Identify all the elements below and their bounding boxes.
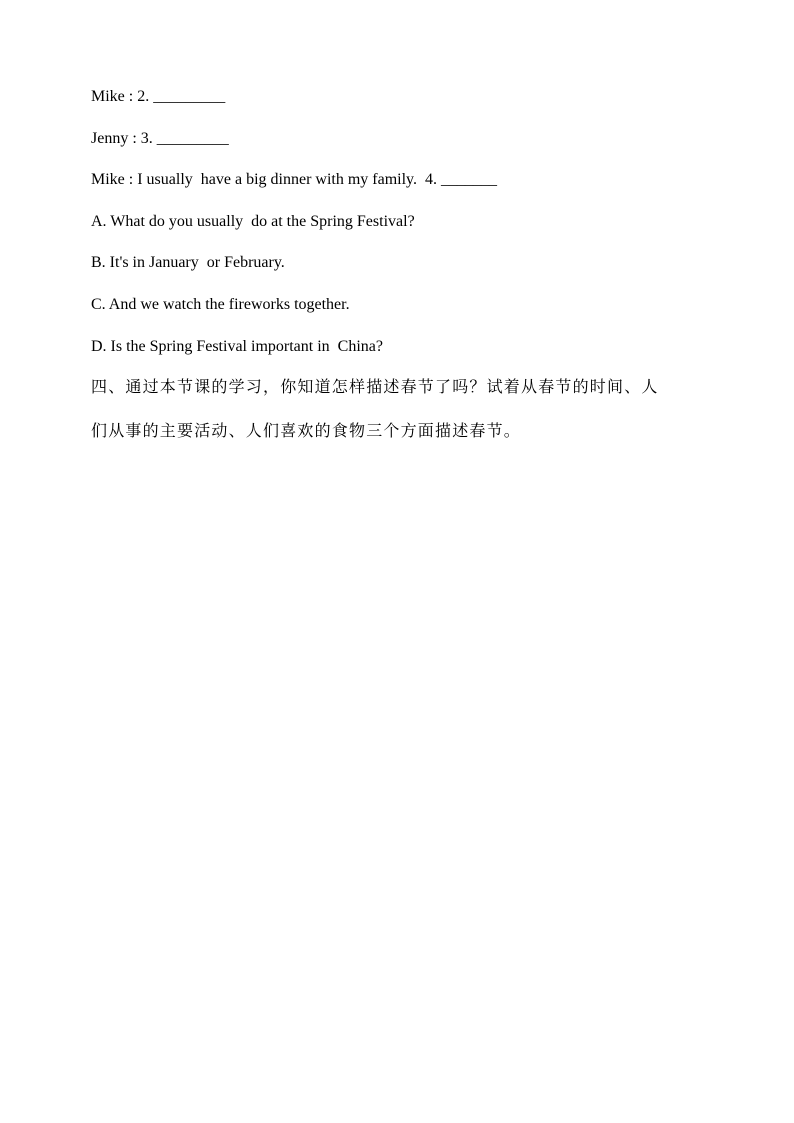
dialogue-line-mike-4 [91, 170, 497, 190]
dialogue-text: : 2. [124, 88, 154, 105]
section-4-prompt-line-1: 四、通过本节课的学习，你知道怎样描述春节了吗？试着从春节的时间、人 [91, 377, 659, 396]
answer-blank: _________ [153, 88, 226, 105]
option-b: B. It's in January or February. [91, 254, 285, 271]
answer-blank: _________ [156, 130, 229, 147]
speaker-name: Jenny [91, 130, 129, 147]
dialogue-line-mike-2 [91, 87, 225, 107]
dialogue-line-jenny-3 [91, 129, 229, 149]
section-4-prompt-line-2: 们从事的主要活动、人们喜欢的食物三个方面描述春节。 [91, 421, 522, 440]
option-d: D. Is the Spring Festival important in China? [91, 338, 383, 355]
option-c: C. And we watch the fireworks together. [91, 296, 350, 313]
dialogue-text: : 3. [128, 130, 157, 147]
dialogue-text: : I usually have a big dinner with my family. 4. [124, 171, 442, 188]
option-a: A. What do you usually do at the Spring Festival? [91, 213, 415, 230]
speaker-name: Mike [91, 171, 125, 188]
answer-blank: _______ [441, 171, 498, 188]
speaker-name: Mike [91, 88, 125, 105]
